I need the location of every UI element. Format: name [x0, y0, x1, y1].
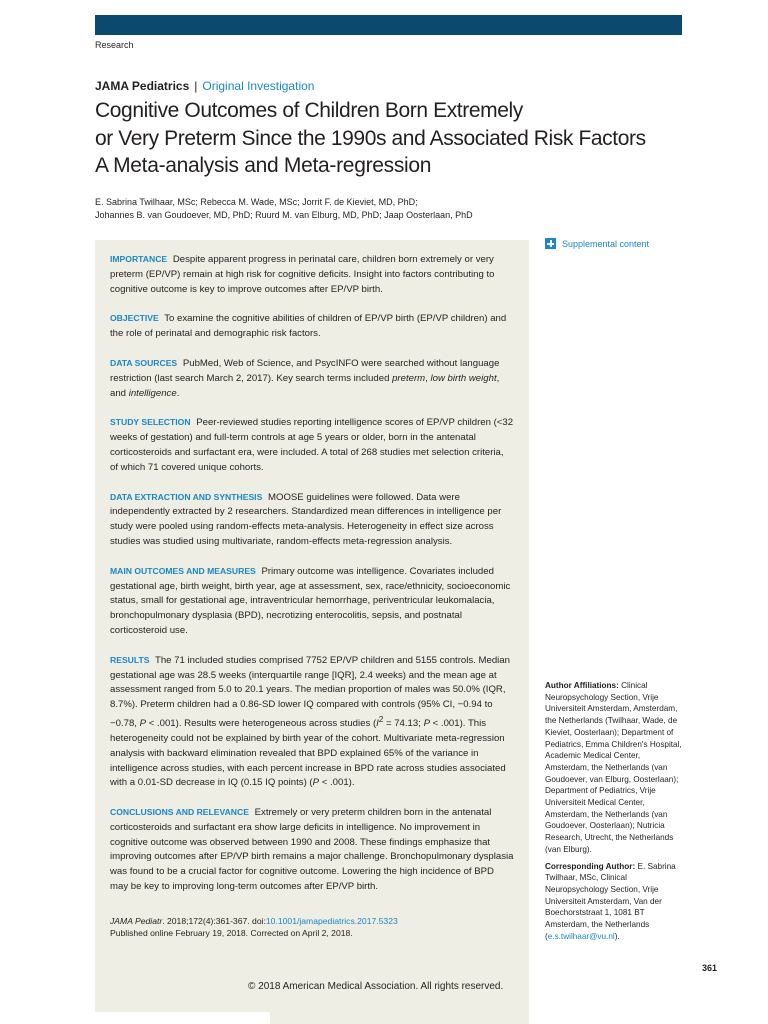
conclusions-text: Extremely or very preterm children born in the antenatal corticosteroids and surfactant era show large deficits in intelligence. No improvement in cognitive outcome was observed between 1990 and 2008. These findings emphasize that improving outcomes after EP/VP birth remains a major challenge. Bronchopulmonary dysplasia was found to be a crucial factor for cognitive outcome. Lowering the high incidence of BPD may be key to improving long-term outcomes after EP/VP birth. [110, 807, 514, 893]
abstract-objective [110, 311, 514, 342]
search-term-low-birth-weight: low birth weight [430, 372, 497, 384]
affiliations-block [545, 680, 685, 856]
p-symbol: P [139, 718, 147, 730]
affiliations-text: Clinical Neuropsychology Section, Vrije Universiteit Amsterdam, Amsterdam, the Netherlands (Twilhaar, Wade, de Kieviet, Oosterlaan); Department of Pediatrics, Emma Children's Hospital, Academic Medical Center, Amsterdam, the Netherlands (van Goudoever, van Elburg, Oosterlaan); Department of Pediatrics, Vrije Universiteit Medical Center, Amsterdam, the Netherlands (van Goudoever, Oosterlaan); Nutricia Research, Utrecht, the Netherlands (van Elburg). [545, 681, 682, 854]
supplemental-content-label: Supplemental content [562, 238, 650, 249]
citation-details: . 2018;172(4):361-367. doi: [162, 916, 266, 926]
results-text: = 74.13; [385, 718, 421, 730]
punctuation: . [176, 387, 180, 399]
title-line-1: Cognitive Outcomes of Children Born Extremely [95, 99, 523, 122]
article-type: Original Investigation [202, 79, 315, 93]
study-selection-text: Peer-reviewed studies reporting intelligence scores of EP/VP children (<32 weeks of gestation) and full-term controls at age 5 years or older, born in the antenatal corticosteroids and surfactant era, were included. A total of 268 studies met selection criteria, of which 71 covered unique cohorts. [110, 417, 514, 473]
main-outcomes-text: Primary outcome was intelligence. Covariates included gestational age, birth weight, birth year, age at assessment, sex, race/ethnicity, socioeconomic status, small for gestational age, intraventricular hemorrhage, periventricular leukomalacia, bronchopulmonary dysplasia (BPD), necrotizing enterocolitis, sepsis, and postnatal corticosteroid use. [110, 565, 511, 636]
punctuation: , [425, 372, 428, 384]
objective-heading: OBJECTIVE [110, 313, 159, 324]
author-line-1: E. Sabrina Twilhaar, MSc; Rebecca M. Wade, MSc; Jorrit F. de Kieviet, MD, PhD; [95, 197, 418, 207]
abstract-data-sources [110, 356, 514, 401]
page-number: 361 [702, 963, 718, 973]
corresponding-author-heading: Corresponding Author: [545, 861, 636, 871]
panel-gap [95, 1012, 270, 1024]
corresponding-author-text: E. Sabrina Twilhaar, MSc, Clinical Neuropsychology Section, Vrije Universiteit Amsterdam, Van der Boechorststraat 1, 1081 BT Amsterdam, the Netherlands ( [545, 861, 676, 941]
results-text: < .001). [321, 777, 355, 789]
citation-journal: JAMA Pediatr [110, 916, 163, 926]
article-subtitle: A Meta-analysis and Meta-regression [95, 154, 432, 177]
data-extraction-heading: DATA EXTRACTION AND SYNTHESIS [110, 491, 263, 502]
abstract-study-selection [110, 415, 514, 475]
abstract-conclusions [110, 805, 514, 895]
data-extraction-text: MOOSE guidelines were followed. Data were independently extracted by 2 researchers. Standardized mean differences in intelligence per study were pooled using random-effects meta-analysis. Heterogeneity in effect size across studies was studied using multivariate, random-effects meta-regression analysis. [110, 491, 502, 547]
study-selection-heading: STUDY SELECTION [110, 417, 191, 428]
results-text: The 71 included studies comprised 7752 EP/VP children and 5155 controls. Median gestational age was 28.5 weeks (interquartile range [IQR], 2.4 weeks) and the mean age at assessment ranged from 5.0 to 20.1 years. The median proportion of males was 50.0% (IQR, 8.7%). Preterm children had a 0.86-SD lower IQ compared with controls (95% CI, −0.94 to −0.78, [110, 654, 510, 730]
abstract-main-outcomes [110, 564, 514, 639]
objective-text: To examine the cognitive abilities of children of EP/VP birth (EP/VP children) and the role of perinatal and demographic risk factors. [110, 313, 507, 340]
title-line-2: or Very Preterm Since the 1990s and Associated Risk Factors [95, 127, 646, 150]
abstract [110, 252, 514, 909]
punctuation: , and [110, 372, 500, 399]
citation [110, 915, 530, 939]
superscript: 2 [378, 714, 384, 724]
punctuation: ). [614, 931, 620, 941]
search-term-preterm: preterm [392, 372, 426, 384]
search-term-intelligence: intelligence [128, 387, 177, 399]
p-symbol: P [423, 718, 430, 730]
data-sources-text: PubMed, Web of Science, and PsycINFO were searched without language restriction (last search March 2, 2017). Key search terms included [110, 357, 500, 384]
supplemental-content-link[interactable] [545, 238, 649, 249]
results-text: < .001). Results were heterogeneous across studies ( [148, 718, 377, 730]
corresponding-author-block [545, 861, 685, 943]
main-outcomes-heading: MAIN OUTCOMES AND MEASURES [110, 565, 256, 576]
results-heading: RESULTS [110, 654, 150, 665]
header-bar [95, 15, 682, 35]
author-list [95, 196, 655, 222]
author-line-2: Johannes B. van Goudoever, MD, PhD; Ruurd M. van Elburg, MD, PhD; Jaap Oosterlaan, PhD [95, 210, 473, 220]
journal-separator: | [194, 79, 198, 93]
results-text: < .001). This heterogeneity could not be explained by birth year of the cohort. Multivariate meta-regression analysis with backward elimination revealed that BPD explained 65% of the variance in intelligence across studies, with each percent increase in BPD rate across studies associated with a 0.01-SD decrease in IQ (0.15 IQ points) ( [110, 718, 506, 789]
email-link[interactable]: e.s.twilhaar@vu.nl [547, 931, 615, 941]
author-affiliations [545, 680, 685, 947]
i-squared-symbol: I [376, 718, 379, 730]
p-symbol: P [312, 777, 320, 789]
importance-heading: IMPORTANCE [110, 254, 168, 264]
data-sources-heading: DATA SOURCES [110, 357, 178, 368]
importance-text: Despite apparent progress in perinatal care, children born extremely or very preterm (EP/VP) remain at high risk for cognitive deficits. Insight into factors contributing to cognitive outcome is key to improve outcomes after EP/VP birth. [110, 254, 495, 295]
abstract-results [110, 653, 514, 791]
section-label: Research [95, 40, 134, 50]
journal-name: JAMA Pediatrics [95, 79, 190, 93]
publication-history: Published online February 19, 2018. Corrected on April 2, 2018. [110, 928, 353, 938]
affiliations-heading: Author Affiliations: [545, 681, 619, 690]
copyright-notice: © 2018 American Medical Association. All rights reserved. [248, 981, 504, 992]
abstract-data-extraction [110, 490, 514, 550]
journal-line [95, 79, 314, 93]
article-title [95, 97, 695, 153]
abstract-importance [110, 252, 514, 297]
plus-icon [545, 238, 556, 249]
doi-link[interactable]: 10.1001/jamapediatrics.2017.5323 [265, 916, 398, 926]
conclusions-heading: CONCLUSIONS AND RELEVANCE [110, 807, 249, 818]
